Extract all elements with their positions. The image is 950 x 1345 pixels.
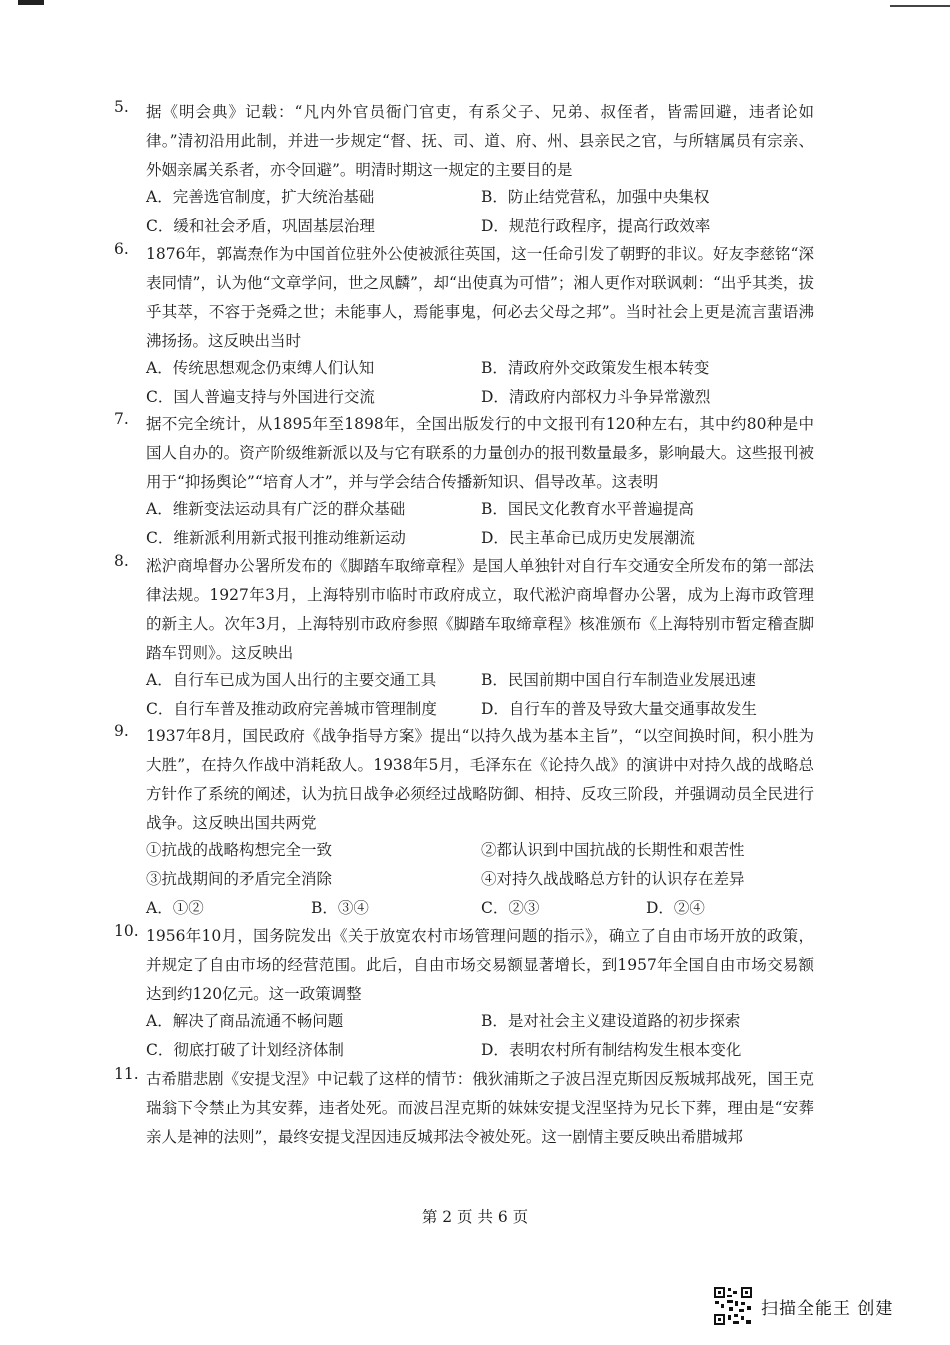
option-a: A．解决了商品流通不畅问题 — [146, 1012, 344, 1030]
question-stem: 据《明会典》记载：“凡内外官员衙门官吏，有系父子、兄弟、叔侄者，皆需回避，违者论如律。”清初沿用此制，并进一步规定“督、抚、司、道、府、州、县亲民之官，与所辖属员有宗亲、外姻亲属关系者，亦令回避”。明清时期这一规定的主要目的是 — [146, 103, 814, 179]
options-row — [146, 497, 814, 526]
question-10 — [114, 922, 814, 1067]
question-8 — [114, 552, 814, 726]
option-a: A．传统思想观念仍束缚人们认知 — [146, 359, 375, 377]
question-stem: 古希腊悲剧《安提戈涅》中记载了这样的情节：俄狄浦斯之子波吕涅克斯因反叛城邦战死，国王克瑞翁下令禁止为其安葬，违者处死。而波吕涅克斯的妹妹安提戈涅坚持为兄长下葬，理由是“安葬亲人是神的法则”，最终安提戈涅因违反城邦法令被处死。这一剧情主要反映出希腊城邦 — [146, 1070, 814, 1146]
option-b: B．民国前期中国自行车制造业发展迅速 — [481, 671, 756, 689]
option-a: A．①② — [146, 899, 204, 917]
options-row — [146, 185, 814, 214]
option-c: C．缓和社会矛盾，巩固基层治理 — [146, 217, 375, 235]
question-number: 6. — [114, 240, 129, 258]
question-11 — [114, 1065, 814, 1152]
option-c: C．彻底打破了计划经济体制 — [146, 1041, 344, 1059]
option-b: B．③④ — [311, 899, 369, 917]
question-7 — [114, 410, 814, 555]
question-number: 9. — [114, 722, 129, 740]
scanner-watermark — [713, 1286, 893, 1326]
question-5 — [114, 98, 814, 243]
question-number: 8. — [114, 552, 129, 570]
option-c: C．②③ — [481, 899, 540, 917]
option-c: C．国人普遍支持与外国进行交流 — [146, 388, 375, 406]
option-a: A．完善选官制度，扩大统治基础 — [146, 188, 375, 206]
options-row — [146, 668, 814, 697]
question-number: 5. — [114, 98, 129, 116]
options-row — [146, 896, 814, 925]
scan-edge-line — [890, 5, 950, 7]
watermark-text: 扫描全能王 创建 — [761, 1298, 894, 1319]
statements-row — [146, 838, 814, 867]
qr-code-icon — [713, 1286, 753, 1326]
scan-edge-mark — [18, 0, 44, 5]
options-row — [146, 214, 814, 243]
question-number: 10. — [114, 922, 139, 940]
options-row — [146, 526, 814, 555]
options-row — [146, 1009, 814, 1038]
question-stem: 1876年，郭嵩焘作为中国首位驻外公使被派往英国，这一任命引发了朝野的非议。好友李慈铭“深表同情”，认为他“文章学问，世之凤麟”，却“出使真为可惜”；湘人更作对联讽刺：“出乎其类，拔乎其萃，不容于尧舜之世；未能事人，焉能事鬼，何必去父母之邦”。当时社会上更是流言蜚语沸沸扬扬。这反映出当时 — [146, 245, 814, 350]
statement-4: ④对持久战战略总方针的认识存在差异 — [481, 870, 745, 888]
option-b: B．清政府外交政策发生根本转变 — [481, 359, 710, 377]
option-b: B．国民文化教育水平普遍提高 — [481, 500, 694, 518]
options-row — [146, 1038, 814, 1067]
question-6 — [114, 240, 814, 414]
option-d: D．规范行政程序，提高行政效率 — [481, 217, 711, 235]
question-stem: 据不完全统计，从1895年至1898年，全国出版发行的中文报刊有120种左右，其中约80种是中国人自办的。资产阶级维新派以及与它有联系的力量创办的报刊数量最多，影响最大。这些报刊被用于“抑扬舆论”“培育人才”，并与学会结合传播新知识、倡导改革。这表明 — [146, 415, 814, 491]
option-d: D．清政府内部权力斗争异常激烈 — [481, 388, 711, 406]
question-stem: 1956年10月，国务院发出《关于放宽农村市场管理问题的指示》，确立了自由市场开放的政策，并规定了自由市场的经营范围。此后，自由市场交易额显著增长，到1957年全国自由市场交易额达到约120亿元。这一政策调整 — [146, 927, 814, 1003]
option-a: A．自行车已成为国人出行的主要交通工具 — [146, 671, 437, 689]
page-number-footer: 第 2 页 共 6 页 — [421, 1208, 529, 1226]
option-c: C．维新派利用新式报刊推动维新运动 — [146, 529, 406, 547]
option-c: C．自行车普及推动政府完善城市管理制度 — [146, 700, 437, 718]
statements-row — [146, 867, 814, 896]
question-stem: 1937年8月，国民政府《战争指导方案》提出“以持久战为基本主旨”，“以空间换时间，积小胜为大胜”，在持久作战中消耗敌人。1938年5月，毛泽东在《论持久战》的演讲中对持久战的战略总方针作了系统的阐述，认为抗日战争必须经过战略防御、相持、反攻三阶段，并强调动员全民进行战争。这反映出国共两党 — [146, 727, 814, 832]
option-d: D．表明农村所有制结构发生根本变化 — [481, 1041, 742, 1059]
option-d: D．自行车的普及导致大量交通事故发生 — [481, 700, 757, 718]
question-number: 7. — [114, 410, 129, 428]
option-b: B．防止结党营私，加强中央集权 — [481, 188, 710, 206]
option-d: D．②④ — [646, 899, 705, 917]
option-b: B．是对社会主义建设道路的初步探索 — [481, 1012, 741, 1030]
statement-1: ①抗战的战略构想完全一致 — [146, 841, 333, 859]
question-number: 11. — [114, 1065, 139, 1083]
statement-2: ②都认识到中国抗战的长期性和艰苦性 — [481, 841, 745, 859]
option-a: A．维新变法运动具有广泛的群众基础 — [146, 500, 406, 518]
question-stem: 淞沪商埠督办公署所发布的《脚踏车取缔章程》是国人单独针对自行车交通安全所发布的第一部法律法规。1927年3月，上海特别市临时市政府成立，取代淞沪商埠督办公署，成为上海市政管理的新主人。次年3月，上海特别市政府参照《脚踏车取缔章程》核准颁布《上海特别市暂定稽查脚踏车罚则》。这反映出 — [146, 557, 814, 662]
statement-3: ③抗战期间的矛盾完全消除 — [146, 870, 333, 888]
question-9 — [114, 722, 814, 925]
option-d: D．民主革命已成历史发展潮流 — [481, 529, 695, 547]
options-row — [146, 356, 814, 385]
